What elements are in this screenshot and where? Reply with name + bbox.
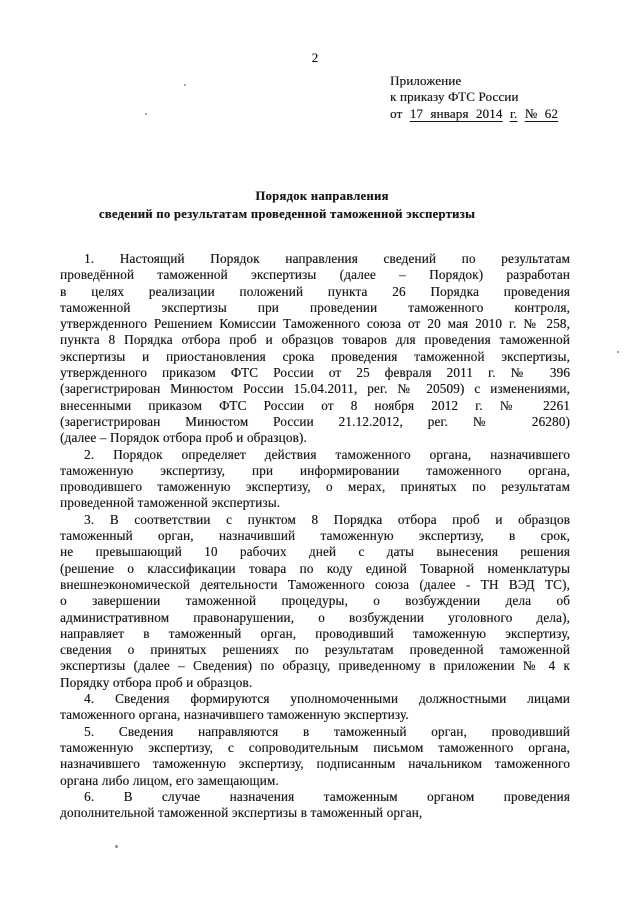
paragraph — [60, 691, 570, 724]
appendix-date-line — [390, 106, 558, 122]
appendix-date-prefix: от — [390, 105, 403, 121]
text-line: 4. Сведения формируются уполномоченными должностными лицами — [84, 691, 570, 707]
appendix-line-2: к приказу ФТС России — [390, 89, 519, 105]
text-line: не превышающий 10 рабочих дней с даты вынесения решения — [60, 544, 570, 560]
text-line: таможенный орган, назначивший таможенную экспертизу, в срок, — [60, 528, 570, 544]
text-line: 5. Сведения направляются в таможенный орган, проводивший — [84, 723, 570, 739]
text-line: в целях реализации положений пункта 26 Порядка проведения — [60, 283, 570, 299]
page-number: 2 — [311, 50, 319, 65]
text-line: экспертизы и приостановления срока проведения таможенной экспертизы, — [60, 348, 570, 364]
text-line: органа либо лицом, его замещающим. — [60, 772, 279, 788]
text-line: направляет в таможенный орган, проводивший таможенную экспертизу, — [60, 625, 570, 641]
text-line: 6. В случае назначения таможенным органом проведения — [84, 788, 570, 804]
text-line: утвержденного приказом ФТС России от 25 февраля 2011 г. № 396 — [60, 365, 570, 381]
text-line: дополнительной таможенной экспертизы в таможенный орган, — [60, 805, 423, 821]
document-title-line-1: Порядок направления — [255, 189, 389, 203]
appendix-order-number: № 62 — [524, 105, 558, 121]
text-line: таможенную экспертизу, при информировании таможенного органа, — [60, 462, 570, 478]
text-line: таможенного органа, назначившего таможенную экспертизу. — [60, 707, 409, 723]
text-line: Порядку отбора проб и образцов. — [60, 674, 253, 690]
appendix-date-year-suffix: г. — [509, 105, 518, 121]
text-line: экспертизы (далее – Сведения) по образцу, приведенному в приложении № 4 к — [60, 658, 570, 674]
text-line: о завершении таможенной процедуры, о возбуждении дела об — [60, 593, 570, 609]
appendix-date-value: 17 января 2014 — [409, 105, 503, 121]
appendix-line-1: Приложение — [390, 73, 462, 88]
text-line: назначившего таможенную экспертизу, подписанным начальником таможенного — [60, 756, 570, 772]
text-line: внесенными приказом ФТС России от 8 ноября 2012 г. № 2261 — [60, 397, 570, 413]
text-line: проведённой таможенной экспертизы (далее – Порядок) разработан — [60, 267, 570, 283]
text-line: проводившего таможенную экспертизу, о мерах, принятых по результатам — [60, 479, 570, 495]
scan-speck — [115, 845, 118, 848]
text-line: таможенную экспертизу, с сопроводительным письмом таможенного органа, — [60, 739, 570, 755]
appendix-block — [390, 73, 558, 122]
text-line: пункта 8 Порядка отбора проб и образцов товаров для проведения таможенной — [60, 332, 570, 348]
text-line: административном правонарушении, о возбуждении уголовного дела), — [60, 609, 570, 625]
paragraph — [60, 512, 570, 691]
text-line: (зарегистрирован Минюстом России 15.04.2011, рег. № 20509) с изменениями, — [60, 381, 570, 397]
text-line: 3. В соответствии с пунктом 8 Порядка отбора проб и образцов — [84, 511, 570, 527]
paragraph — [60, 724, 570, 789]
document-body — [60, 251, 570, 821]
text-line: сведения о принятых решениях по результатам проведенной таможенной — [60, 642, 570, 658]
text-line: 2. Порядок определяет действия таможенного органа, назначившего — [84, 446, 570, 462]
text-line: (зарегистрирован Минюстом России 21.12.2012, рег. № 26280) — [60, 413, 570, 429]
scan-speck — [184, 84, 186, 86]
paragraph — [60, 789, 570, 822]
scan-speck — [617, 351, 619, 353]
text-line: утвержденного Решением Комиссии Таможенного союза от 20 мая 2010 г. № 258, — [60, 316, 570, 332]
text-line: 1. Настоящий Порядок направления сведений по результатам — [84, 251, 570, 266]
text-line: (решение о классификации товара по коду единой Товарной номенклатуры — [60, 560, 570, 576]
text-line: проведенной таможенной экспертизы. — [60, 495, 281, 511]
text-line: таможенной экспертизы при проведении таможенного контроля, — [60, 299, 570, 315]
scan-speck — [145, 113, 147, 115]
document-title-line-2: сведений по результатам проведенной таможенной экспертизы — [98, 207, 476, 221]
text-line: (далее – Порядок отбора проб и образцов). — [60, 430, 307, 446]
paragraph — [60, 447, 570, 512]
text-line: внешнеэкономической деятельности Таможенного союза (далее - ТН ВЭД ТС), — [60, 576, 570, 592]
paragraph — [60, 251, 570, 447]
